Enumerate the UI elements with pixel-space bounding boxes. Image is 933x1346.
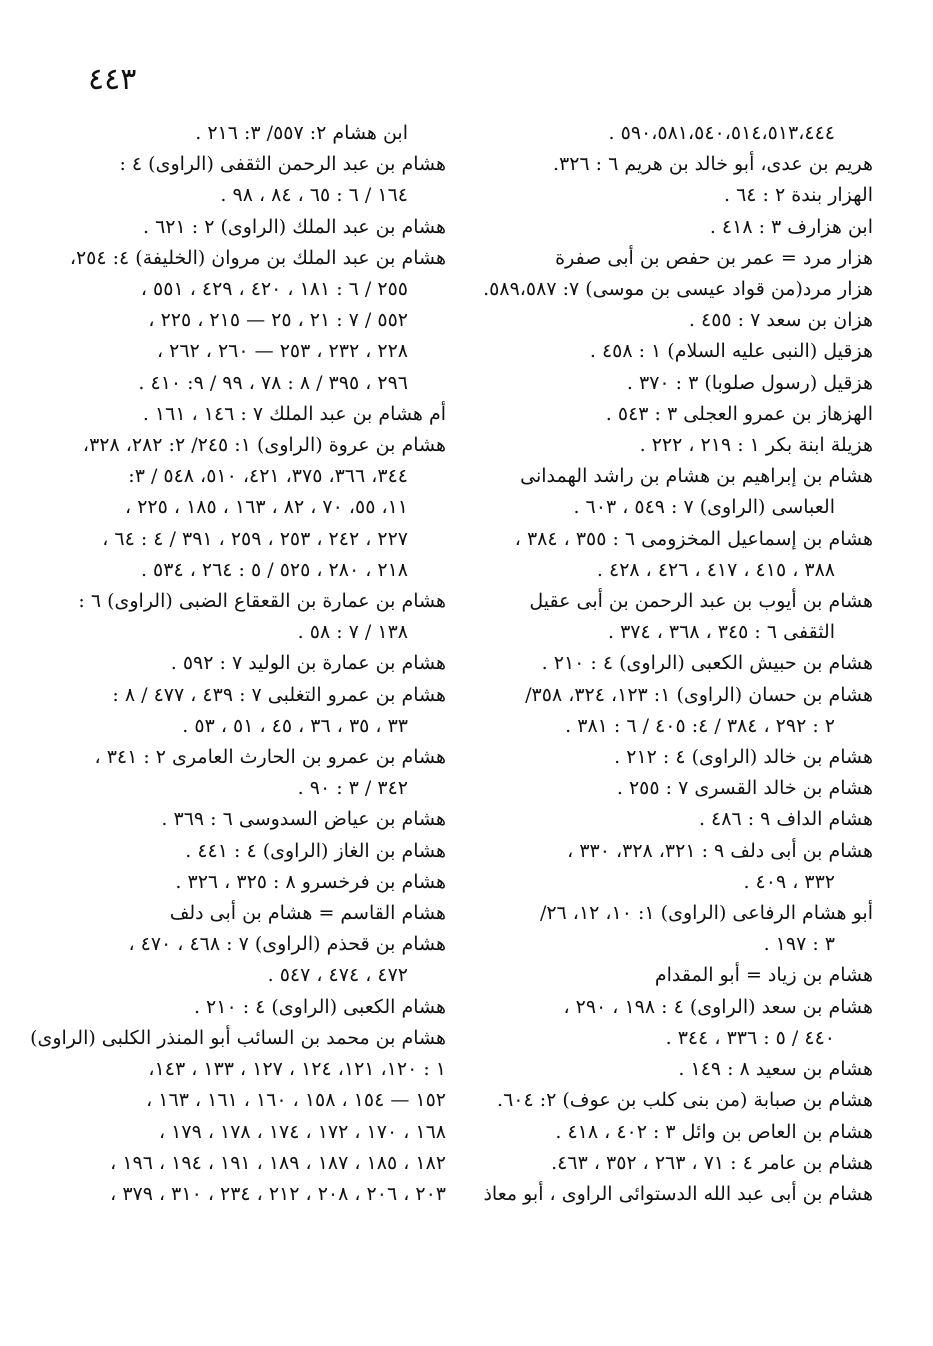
index-entry-line: هشام بن أبى عبد الله الدستوائى الراوى ، أبو معاذ xyxy=(483,1182,873,1205)
index-entry-line: هشام بن عامر ٤ : ٧١ ، ٢٦٣ ، ٣٥٢ ، ٤٦٣. xyxy=(551,1151,873,1174)
index-entry-line: ٣ : ١٩٧ . xyxy=(763,933,835,956)
index-entry-line: ٣٨٨ ، ٤١٥ ، ٤١٧ ، ٤٢٦ ، ٤٢٨ . xyxy=(596,558,835,581)
index-entry-line: هشام بن عمارة بن القعقاع الضبى (الراوى) ٦ : xyxy=(78,590,446,613)
index-entry-line: ابن هشام ٢: ٥٥٧/ ٣: ٢١٦ . xyxy=(195,122,408,144)
index-entry-line: هشام بن زياد = أبو المقدام xyxy=(654,964,873,987)
index-entry-line: هشام بن حسان (الراوى) ١: ١٢٣، ٣٢٤، ٣٥٨/ xyxy=(525,683,873,706)
index-entry-line: العباسى (الراوى) ٧ : ٥٤٩ ، ٦٠٣ . xyxy=(573,496,835,519)
index-entry-line: هشام بن الغاز (الراوى) ٤ : ٤٤١ . xyxy=(185,839,446,862)
index-entry-line: ابن هزارف ٣ : ٤١٨ . xyxy=(709,215,873,238)
index-entry-line: الثقفى ٦ : ٣٤٥ ، ٣٦٨ ، ٣٧٤ . xyxy=(607,621,835,644)
index-entry-line: هشام بن عبد الملك بن مروان (الخليفة) ٤: ٢٥٤، xyxy=(69,246,446,269)
index-entry-line: ٣٤٢ / ٣ : ٩٠ . xyxy=(297,777,408,800)
index-entry-line: هشام بن عمارة بن الوليد ٧ : ٥٩٢ . xyxy=(170,652,446,675)
index-entry-line: أم هشام بن عبد الملك ٧ : ١٤٦ ، ١٦١ . xyxy=(142,402,446,425)
index-entry-line: هريم بن عدى، أبو خالد بن هريم ٦ : ٣٢٦. xyxy=(552,153,873,176)
index-entry-line: هشام بن حبيش الكعبى (الراوى) ٤ : ٢١٠ . xyxy=(541,652,873,675)
index-entry-line: هزقيل (النبى عليه السلام) ١ : ٤٥٨ . xyxy=(589,340,873,363)
index-entry-line: ٢٢٧ ، ٢٤٢ ، ٢٥٣ ، ٢٥٩ ، ٣٩١ / ٤ : ٦٤ ، xyxy=(102,527,408,550)
index-entry-line: الهزار بندة ٢ : ٦٤ . xyxy=(723,184,873,207)
index-entry-line: هشام بن فرخسرو ٨ : ٣٢٥ ، ٣٢٦ . xyxy=(175,870,446,893)
index-entry-line: هشام بن محمد بن السائب أبو المنذر الكلبى (الراوى) xyxy=(30,1026,446,1049)
index-entry-line: هشام بن سعيد ٨ : ١٤٩ . xyxy=(678,1058,873,1081)
index-entry-line: ٢١٨ ، ٢٨٠ ، ٥٢٥ / ٥ : ٢٦٤ ، ٥٣٤ . xyxy=(140,558,408,581)
index-entry-line: ١١، ٥٥، ٧٠ ، ٨٢ ، ١٦٣ ، ١٨٥ ، ٢٢٥ ، xyxy=(125,496,408,519)
index-entry-line: ١ : ١٢٠، ١٢١، ١٢٤ ، ١٢٧ ، ١٣٣ ، ١٤٣، xyxy=(148,1058,446,1081)
index-entry-line: ١٥٢ — ١٥٤ ، ١٥٨ ، ١٦٠ ، ١٦١ ، ١٦٣ ، xyxy=(146,1089,446,1112)
index-entry-line: ٤٧٢ ، ٤٧٤ ، ٥٤٧ . xyxy=(267,964,408,987)
right-column xyxy=(483,118,873,1210)
index-entry-line: ٣٤٤، ٣٦٦، ٣٧٥، ٤٢١، ٥١٠، ٥٤٨ / ٣: xyxy=(128,465,408,488)
index-entry-line: ١٦٨ ، ١٧٠ ، ١٧٢ ، ١٧٤ ، ١٧٨ ، ١٧٩ ، xyxy=(158,1120,446,1143)
index-entry-line: ٢٩٦ ، ٣٩٥ / ٨ : ٧٨ ، ٩٩ / ٩: ٤١٠ . xyxy=(138,371,408,394)
index-entry-line: ١٣٨ / ٧ : ٥٨ . xyxy=(297,621,408,644)
index-entry-line: هشام بن إبراهيم بن هشام بن راشد الهمدانى xyxy=(520,465,873,488)
index-entry-line: هشام بن خالد (الراوى) ٤ : ٢١٢ . xyxy=(614,746,873,769)
index-entry-line: هشام بن أيوب بن عبد الرحمن بن أبى عقيل xyxy=(529,590,873,613)
index-entry-line: هزار مرد(من قواد عيسى بن موسى) ٧: ٥٨٩،٥٨٧. xyxy=(483,278,873,301)
index-entry-line: هشام بن صبابة (من بنى كلب بن عوف) ٢: ٦٠٤. xyxy=(497,1089,873,1112)
index-entry-line: هشام بن عبد الرحمن الثقفى (الراوى) ٤ : xyxy=(119,153,446,176)
index-entry-line: ٢ : ٢٩٢ ، ٣٨٤ / ٤: ٤٠٥ / ٦ : ٣٨١ . xyxy=(565,714,835,737)
index-entry-line: هزقيل (رسول صلوبا) ٣ : ٣٧٠ . xyxy=(626,371,873,394)
index-entry-line: هشام بن سعد (الراوى) ٤ : ١٩٨ ، ٢٩٠ ، xyxy=(563,995,873,1018)
index-entry-line: هشام الداف ٩ : ٤٨٦ . xyxy=(698,808,873,831)
index-entry-line: هشام بن أبى دلف ٩ : ٣٢١، ٣٢٨، ٣٣٠ ، xyxy=(567,839,873,862)
page-number: ٤٤٣ xyxy=(88,62,137,97)
index-entry-line: هزيلة ابنة بكر ١ : ٢١٩ ، ٢٢٢ . xyxy=(639,434,873,457)
index-entry-line: هشام بن عبد الملك (الراوى) ٢ : ٦٢١ . xyxy=(143,215,446,238)
index-entry-line: ١٨٢ ، ١٨٥ ، ١٨٧ ، ١٨٩ ، ١٩١ ، ١٩٤ ، ١٩٦ ، xyxy=(110,1151,446,1174)
index-entry-line: ٥٥٢ / ٧ : ٢١ ، ٢٥ — ٢١٥ ، ٢٢٥ ، xyxy=(148,309,408,332)
index-entry-line: الهزهاز بن عمرو العجلى ٣ : ٥٤٣ . xyxy=(605,402,873,425)
index-entry-line: هشام بن قحذم (الراوى) ٧ : ٤٦٨ ، ٤٧٠ ، xyxy=(128,933,446,956)
index-entry-line: ٢٥٥ / ٦ : ١٨١ ، ٤٢٠ ، ٤٢٩ ، ٥٥١ ، xyxy=(140,278,408,301)
index-entry-line: هشام بن العاص بن وائل ٣ : ٤٠٢ ، ٤١٨ . xyxy=(555,1120,873,1143)
index-entry-line: ٣٣ ، ٣٥ ، ٣٦ ، ٤٥ ، ٥١ ، ٥٣ . xyxy=(182,714,408,737)
index-entry-line: هزار مرد = عمر بن حفص بن أبى صفرة xyxy=(555,246,873,269)
index-entry-line: هزان بن سعد ٧ : ٤٥٥ . xyxy=(688,309,873,332)
index-entry-line: هشام بن إسماعيل المخزومى ٦ : ٣٥٥ ، ٣٨٤ ، xyxy=(514,527,873,550)
index-entry-line: ٤٤٠ / ٥ : ٣٣٦ ، ٣٤٤ . xyxy=(665,1026,835,1049)
index-entry-line: هشام بن خالد القسرى ٧ : ٢٥٥ . xyxy=(616,777,873,800)
index-entry-line: هشام بن عمرو التغلبى ٧ : ٤٣٩ ، ٤٧٧ / ٨ : xyxy=(112,683,446,706)
index-entry-line: ٢٢٨ ، ٢٣٢ ، ٢٥٣ — ٢٦٠ ، ٢٦٢ ، xyxy=(156,340,408,363)
left-column xyxy=(30,118,446,1210)
index-entry-line: أبو هشام الرفاعى (الراوى) ١: ١٠، ١٢، ٢٦/ xyxy=(539,902,873,925)
index-entry-line: ٣٣٢ ، ٤٠٩ . xyxy=(743,870,835,893)
index-entry-line: ١٦٤ / ٦ : ٦٥ ، ٨٤ ، ٩٨ . xyxy=(220,184,408,207)
index-entry-line: هشام بن عروة (الراوى) ١: ٢٤٥/ ٢: ٢٨٢، ٣٢٨، xyxy=(82,434,446,457)
index-entry-line: هشام بن عياض السدوسى ٦ : ٣٦٩ . xyxy=(161,808,446,831)
index-entry-line: ٢٠٣ ، ٢٠٦ ، ٢٠٨ ، ٢١٢ ، ٢٣٤ ، ٣١٠ ، ٣٧٩ ، xyxy=(110,1182,446,1205)
index-entry-line: هشام بن عمرو بن الحارث العامرى ٢ : ٣٤١ ، xyxy=(94,746,446,769)
index-entry-line: ٥٩٠،٥٨١،٥٤٠،٥١٤،٥١٣،٤٤٤ . xyxy=(608,122,835,144)
index-entry-line: هشام القاسم = هشام بن أبى دلف xyxy=(169,902,446,925)
index-entry-line: هشام الكعبى (الراوى) ٤ : ٢١٠ . xyxy=(193,995,446,1018)
